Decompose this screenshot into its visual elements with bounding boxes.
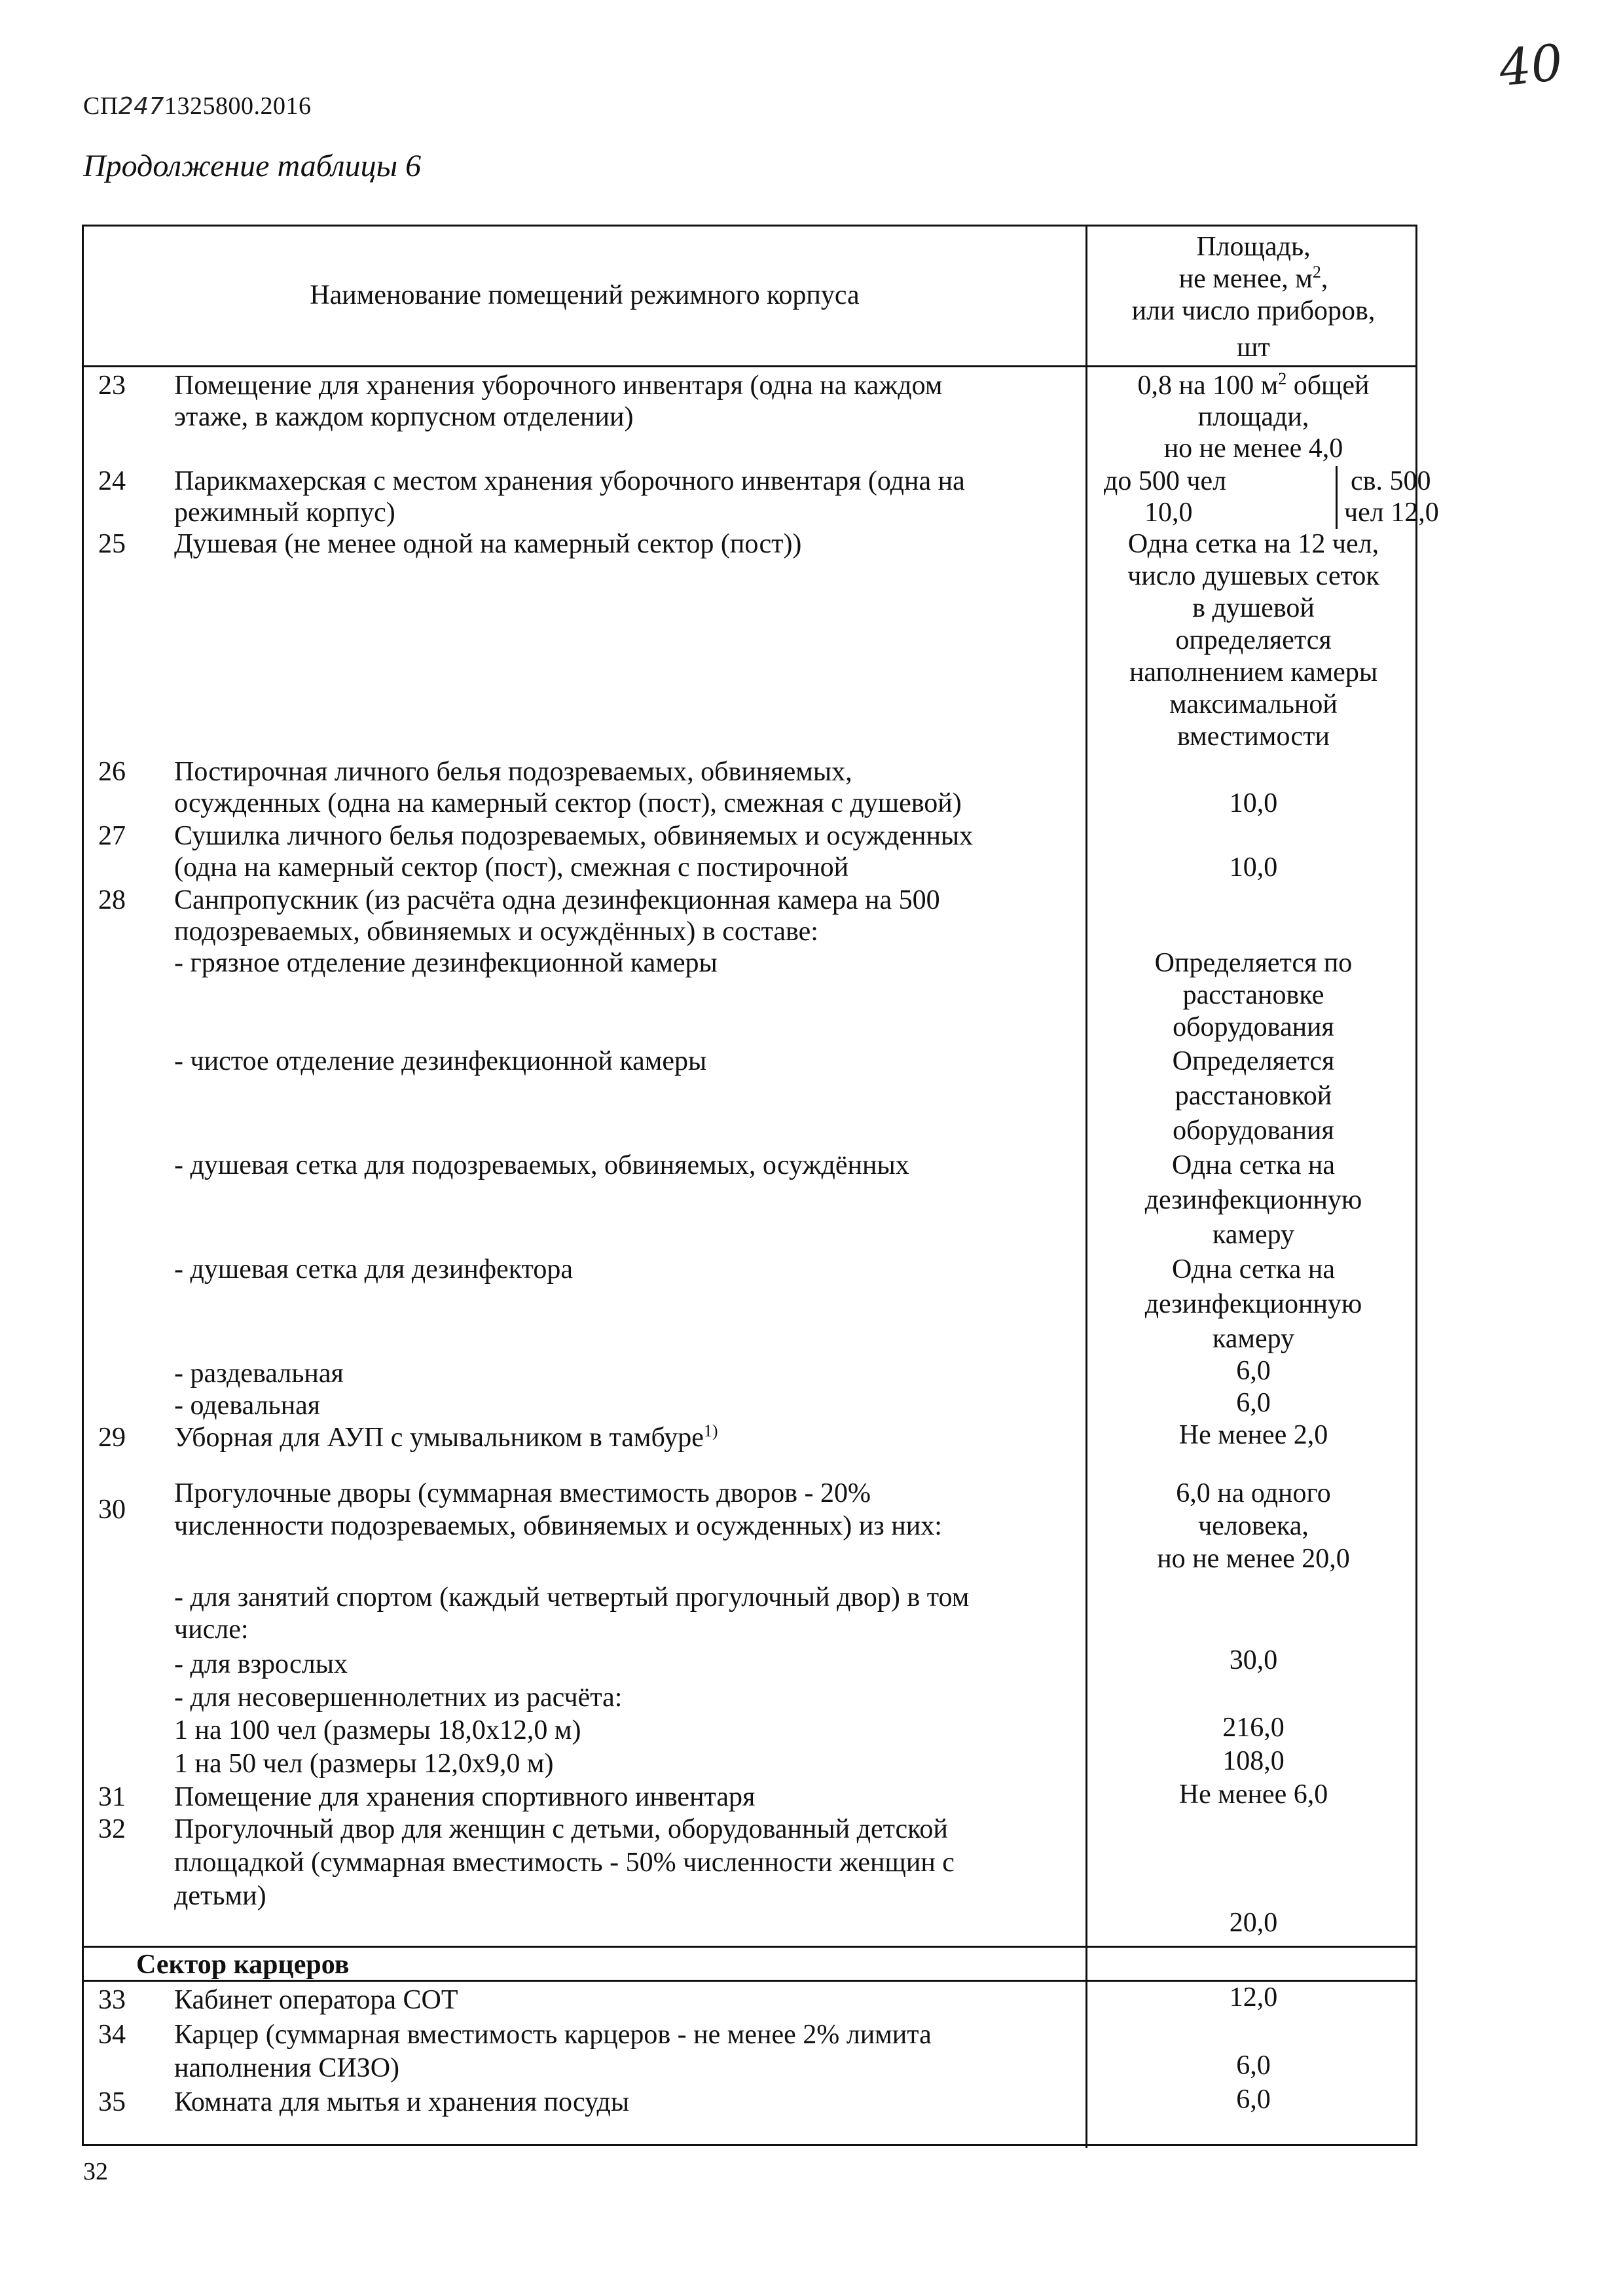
split-value-right: чел 12,0 <box>1344 498 1439 528</box>
row-value-line: 0,8 на 100 $м^2$ общей <box>1137 369 1370 401</box>
row-name-line: детьми) <box>174 1881 266 1911</box>
row-value-line: вместимости <box>1177 721 1330 752</box>
rooms-table <box>82 225 1439 2146</box>
row-value-line: 6,0 <box>1236 1388 1271 1418</box>
row-name-line: Постирочная личного белья подозреваемых, обвиняемых, <box>174 757 852 787</box>
row-number: 23 <box>98 371 126 401</box>
header-divider <box>84 365 1415 367</box>
row-name-line: Санпропускник (из расчёта одна дезинфекционная камера на 500 <box>174 885 940 915</box>
row-value-line: оборудования <box>1173 1116 1334 1146</box>
split-value-left: 10,0 <box>1144 498 1193 528</box>
row-name-line: - грязное отделение дезинфекционной камеры <box>174 948 718 978</box>
row-number: 35 <box>98 2087 126 2117</box>
table-caption: Продолжение таблицы 6 <box>83 149 422 183</box>
row-name-line: (одна на камерный сектор (пост), смежная с постирочной <box>174 852 849 883</box>
row-number: 27 <box>98 821 126 851</box>
row-number: 24 <box>98 466 126 496</box>
row-value-line: расстановкой <box>1175 1081 1332 1111</box>
column-header-value-line: не менее, $м^2$, <box>1178 263 1328 294</box>
row-name-line: Парикмахерская с местом хранения уборочного инвентаря (одна на <box>174 466 965 496</box>
row-value-line: дезинфекционную <box>1144 1185 1362 1215</box>
row-value-line: 108,0 <box>1222 1746 1285 1776</box>
row-name-line: этаже, в каждом корпусном отделении) <box>174 402 634 432</box>
row-value-line: Одна сетка на <box>1172 1254 1335 1285</box>
row-name-line: Прогулочный двор для женщин с детьми, оборудованный детской <box>174 1814 948 1844</box>
section-divider-top <box>84 1946 1415 1948</box>
row-value-line: но не менее 20,0 <box>1157 1544 1350 1574</box>
row-value-line: но не менее 4,0 <box>1163 433 1343 464</box>
row-number: 26 <box>98 757 126 787</box>
row-name-line: - чистое отделение дезинфекционной камеры <box>174 1046 707 1076</box>
row-value-line: Не менее 2,0 <box>1178 1420 1328 1450</box>
doc-code-suffix: 1325800.2016 <box>164 92 312 120</box>
split-value-right: св. 500 <box>1351 466 1431 496</box>
row-name-line: - для занятий спортом (каждый четвертый прогулочный двор) в том <box>174 1582 970 1613</box>
row-name-line: осужденных (одна на камерный сектор (пост), смежная с душевой) <box>174 788 962 818</box>
split-value-left: до 500 чел <box>1104 466 1227 496</box>
row-name-line: наполнения СИЗО) <box>174 2053 400 2083</box>
row-name-line: подозреваемых, обвиняемых и осуждённых) в составе: <box>174 917 818 947</box>
row-value-line: Определяется <box>1172 1046 1335 1076</box>
row-value-line: 6,0 на одного <box>1176 1478 1331 1508</box>
column-header-name: Наименование помещений режимного корпуса <box>310 280 860 310</box>
row-name-line: Душевая (не менее одной на камерный сектор (пост)) <box>174 529 802 559</box>
row-value-line: 6,0 <box>1236 2085 1271 2115</box>
row-name-text: Уборная для АУП с умывальником в тамбуре <box>174 1423 704 1453</box>
row-name-line: - одевальная <box>174 1391 321 1421</box>
row-number: 31 <box>98 1782 126 1812</box>
row-name-line: Помещение для хранения уборочного инвентаря (одна на каждом <box>174 371 943 401</box>
doc-code-prefix: СП <box>83 92 119 120</box>
row-name-line: площадкой (суммарная вместимость - 50% численности женщин с <box>174 1848 955 1878</box>
footnote-mark: 1) <box>703 1421 718 1440</box>
row-number: 25 <box>98 529 126 559</box>
row-value-line: число душевых сеток <box>1127 561 1379 591</box>
row-value-line: камеру <box>1212 1220 1295 1250</box>
doc-code-handwritten: 247 <box>118 93 165 120</box>
row-value-line: 216,0 <box>1222 1713 1285 1743</box>
row-name-line: Помещение для хранения спортивного инвентаря <box>174 1782 756 1812</box>
row-name-line: Комната для мытья и хранения посуды <box>174 2087 630 2117</box>
row-value-line: расстановке <box>1182 980 1324 1010</box>
row-name-line: 1 на 100 чел (размеры 18,0х12,0 м) <box>174 1715 581 1745</box>
row-name-line: числе: <box>174 1614 249 1645</box>
row-value-line: 6,0 <box>1236 1356 1271 1386</box>
row-value-line: дезинфекционную <box>1144 1289 1362 1319</box>
row-number: 34 <box>98 2020 126 2050</box>
row-value-line: 12,0 <box>1229 1982 1278 2013</box>
row-name-line: 1 на 50 чел (размеры 12,0х9,0 м) <box>174 1749 554 1779</box>
row-value-line: площади, <box>1197 402 1309 432</box>
row-name-line: - раздевальная <box>174 1358 344 1389</box>
row-name-line: Карцер (суммарная вместимость карцеров - не менее 2% лимита <box>174 2020 932 2050</box>
section-title: Сектор карцеров <box>136 1950 350 1980</box>
row-value-line: человека, <box>1198 1511 1309 1541</box>
row-value-line: максимальной <box>1169 689 1338 720</box>
row-value-line: 20,0 <box>1229 1908 1278 1938</box>
page-number: 32 <box>83 2158 108 2185</box>
row-value-line: в душевой <box>1192 593 1315 623</box>
column-header-value-line: или число приборов, <box>1131 296 1376 326</box>
row-value-line: наполнением камеры <box>1129 657 1378 687</box>
row-name-line: Сушилка личного белья подозреваемых, обвиняемых и осужденных <box>174 821 974 851</box>
document-code <box>83 92 312 120</box>
row-name-line: - душевая сетка для подозреваемых, обвиняемых, осуждённых <box>174 1150 909 1180</box>
row-name-line: Прогулочные дворы (суммарная вместимость дворов - 20% <box>174 1478 871 1508</box>
row-number: 33 <box>98 1985 126 2015</box>
row-value-line: Одна сетка на 12 чел, <box>1127 529 1379 559</box>
row-name-line: - для взрослых <box>174 1649 348 1679</box>
row-value-line: 10,0 <box>1229 852 1278 883</box>
split-divider <box>1336 466 1338 529</box>
row-number: 29 <box>98 1423 126 1453</box>
row-name-line: режимный корпус) <box>174 498 395 528</box>
row-value-line: 6,0 <box>1236 2050 1271 2081</box>
handwritten-page-mark: 40 <box>1496 33 1566 98</box>
row-number: 28 <box>98 885 126 915</box>
row-number: 32 <box>98 1814 126 1844</box>
row-value-line: оборудования <box>1173 1012 1334 1042</box>
row-value-line: 10,0 <box>1229 788 1278 818</box>
column-header-value-line: шт <box>1237 333 1270 363</box>
row-number: 30 <box>98 1495 126 1525</box>
row-name-line <box>174 1421 718 1455</box>
row-value-line: определяется <box>1175 625 1332 655</box>
row-name-line: численности подозреваемых, обвиняемых и осужденных) из них: <box>174 1511 942 1541</box>
row-name-line: - для несовершеннолетних из расчёта: <box>174 1683 623 1713</box>
row-value-line: Одна сетка на <box>1172 1150 1335 1180</box>
row-value-line: Не менее 6,0 <box>1178 1779 1328 1810</box>
row-name-line: Кабинет оператора СОТ <box>174 1985 458 2015</box>
row-value-line: камеру <box>1212 1324 1295 1354</box>
row-value-line: Определяется по <box>1154 948 1353 978</box>
row-value-line: 30,0 <box>1229 1645 1278 1675</box>
row-name-line: - душевая сетка для дезинфектора <box>174 1254 573 1285</box>
column-header-value-line: Площадь, <box>1196 232 1311 262</box>
